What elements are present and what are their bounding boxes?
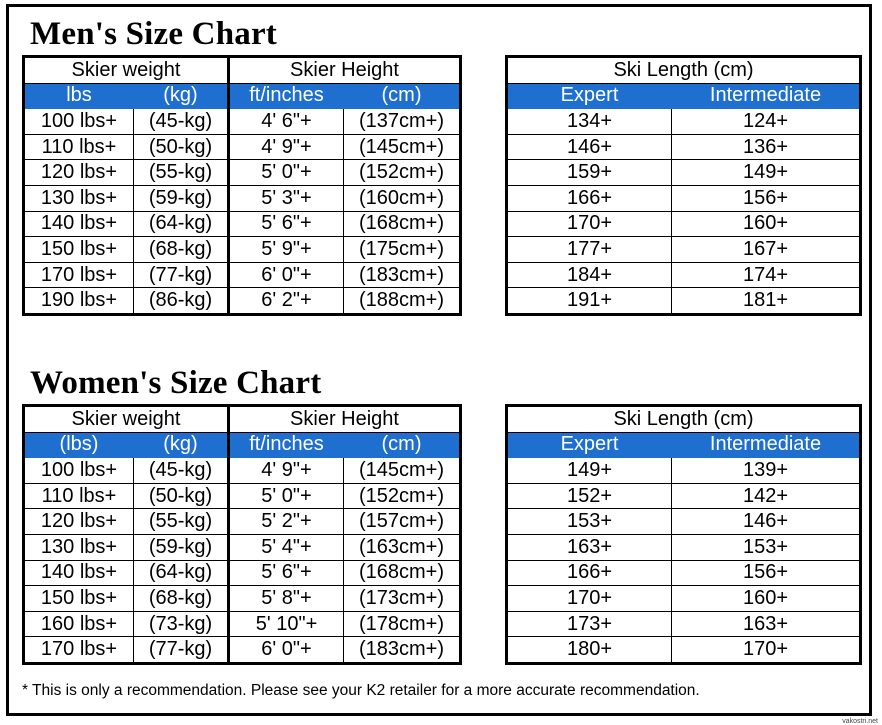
table-row: [24, 160, 461, 186]
table-row: [24, 288, 461, 315]
table-row: [24, 134, 461, 160]
height-ft-cell: 5' 0"+: [229, 483, 344, 509]
height-ft-cell: 5' 8"+: [229, 586, 344, 612]
weight-lbs-cell: 190 lbs+: [24, 288, 134, 315]
height-ft-cell: 4' 9"+: [229, 134, 344, 160]
table-row: [507, 211, 861, 237]
expert-cell: 180+: [507, 637, 672, 664]
mens-intermediate-header: Intermediate: [672, 83, 861, 109]
weight-lbs-cell: 170 lbs+: [24, 637, 134, 664]
intermediate-cell: 174+: [672, 262, 861, 288]
table-row: [507, 237, 861, 263]
table-row: [24, 262, 461, 288]
weight-kg-cell: (68-kg): [134, 586, 229, 612]
table-row: [24, 211, 461, 237]
womens-length-rows: [507, 458, 861, 664]
expert-cell: 152+: [507, 483, 672, 509]
mens-weight-header: Skier weight: [24, 57, 229, 84]
expert-cell: 159+: [507, 160, 672, 186]
weight-kg-cell: (86-kg): [134, 288, 229, 315]
expert-cell: 149+: [507, 458, 672, 484]
expert-cell: 170+: [507, 211, 672, 237]
height-ft-cell: 5' 3"+: [229, 185, 344, 211]
mens-title: Men's Size Chart: [30, 16, 277, 52]
table-row: [24, 509, 461, 535]
mens-body-table: [22, 55, 462, 316]
womens-body-rows: [24, 458, 461, 664]
height-ft-cell: 5' 4"+: [229, 534, 344, 560]
weight-lbs-cell: 110 lbs+: [24, 483, 134, 509]
weight-kg-cell: (73-kg): [134, 611, 229, 637]
watermark: vakostri.net: [842, 718, 878, 725]
weight-lbs-cell: 120 lbs+: [24, 509, 134, 535]
table-row: [507, 185, 861, 211]
mens-kg-header: (kg): [134, 83, 229, 109]
intermediate-cell: 139+: [672, 458, 861, 484]
mens-cm-header: (cm): [344, 83, 461, 109]
table-row: [24, 483, 461, 509]
height-cm-cell: (183cm+): [344, 637, 461, 664]
womens-intermediate-header: Intermediate: [672, 432, 861, 458]
weight-kg-cell: (50-kg): [134, 134, 229, 160]
weight-kg-cell: (45-kg): [134, 458, 229, 484]
mens-expert-header: Expert: [507, 83, 672, 109]
weight-kg-cell: (64-kg): [134, 211, 229, 237]
womens-expert-header: Expert: [507, 432, 672, 458]
womens-lbs-header: (lbs): [24, 432, 134, 458]
table-row: [507, 109, 861, 135]
womens-ski-length-header: Ski Length (cm): [507, 406, 861, 433]
height-cm-cell: (175cm+): [344, 237, 461, 263]
table-row: [507, 160, 861, 186]
table-row: [24, 458, 461, 484]
height-ft-cell: 6' 0"+: [229, 637, 344, 664]
mens-lbs-header: lbs: [24, 83, 134, 109]
height-ft-cell: 5' 9"+: [229, 237, 344, 263]
table-row: [507, 134, 861, 160]
intermediate-cell: 160+: [672, 586, 861, 612]
table-row: [24, 109, 461, 135]
height-cm-cell: (168cm+): [344, 560, 461, 586]
mens-ft-header: ft/inches: [229, 83, 344, 109]
intermediate-cell: 156+: [672, 560, 861, 586]
table-row: [24, 586, 461, 612]
table-row: [507, 637, 861, 664]
height-cm-cell: (178cm+): [344, 611, 461, 637]
expert-cell: 177+: [507, 237, 672, 263]
weight-lbs-cell: 100 lbs+: [24, 458, 134, 484]
expert-cell: 166+: [507, 185, 672, 211]
womens-ski-length-table: [505, 404, 862, 665]
intermediate-cell: 167+: [672, 237, 861, 263]
height-cm-cell: (168cm+): [344, 211, 461, 237]
weight-lbs-cell: 130 lbs+: [24, 185, 134, 211]
womens-height-header: Skier Height: [229, 406, 461, 433]
intermediate-cell: 146+: [672, 509, 861, 535]
weight-lbs-cell: 170 lbs+: [24, 262, 134, 288]
table-row: [24, 534, 461, 560]
weight-kg-cell: (68-kg): [134, 237, 229, 263]
table-row: [507, 586, 861, 612]
intermediate-cell: 170+: [672, 637, 861, 664]
expert-cell: 173+: [507, 611, 672, 637]
intermediate-cell: 153+: [672, 534, 861, 560]
weight-lbs-cell: 120 lbs+: [24, 160, 134, 186]
height-cm-cell: (173cm+): [344, 586, 461, 612]
height-ft-cell: 5' 10"+: [229, 611, 344, 637]
womens-cm-header: (cm): [344, 432, 461, 458]
weight-kg-cell: (59-kg): [134, 185, 229, 211]
expert-cell: 163+: [507, 534, 672, 560]
intermediate-cell: 181+: [672, 288, 861, 315]
table-row: [24, 611, 461, 637]
intermediate-cell: 142+: [672, 483, 861, 509]
table-row: [24, 637, 461, 664]
intermediate-cell: 136+: [672, 134, 861, 160]
height-ft-cell: 5' 6"+: [229, 560, 344, 586]
height-cm-cell: (157cm+): [344, 509, 461, 535]
mens-ski-length-header: Ski Length (cm): [507, 57, 861, 84]
table-row: [507, 483, 861, 509]
table-row: [507, 509, 861, 535]
womens-kg-header: (kg): [134, 432, 229, 458]
weight-kg-cell: (55-kg): [134, 509, 229, 535]
height-cm-cell: (152cm+): [344, 160, 461, 186]
table-row: [507, 288, 861, 315]
table-row: [507, 611, 861, 637]
expert-cell: 184+: [507, 262, 672, 288]
expert-cell: 191+: [507, 288, 672, 315]
height-ft-cell: 5' 6"+: [229, 211, 344, 237]
table-row: [507, 560, 861, 586]
mens-length-rows: [507, 109, 861, 315]
height-ft-cell: 4' 6"+: [229, 109, 344, 135]
table-row: [24, 185, 461, 211]
womens-weight-header: Skier weight: [24, 406, 229, 433]
weight-kg-cell: (45-kg): [134, 109, 229, 135]
weight-kg-cell: (59-kg): [134, 534, 229, 560]
expert-cell: 146+: [507, 134, 672, 160]
table-row: [507, 534, 861, 560]
weight-lbs-cell: 130 lbs+: [24, 534, 134, 560]
expert-cell: 166+: [507, 560, 672, 586]
height-ft-cell: 5' 0"+: [229, 160, 344, 186]
expert-cell: 170+: [507, 586, 672, 612]
expert-cell: 134+: [507, 109, 672, 135]
height-cm-cell: (145cm+): [344, 134, 461, 160]
expert-cell: 153+: [507, 509, 672, 535]
mens-ski-length-table: [505, 55, 862, 316]
intermediate-cell: 156+: [672, 185, 861, 211]
weight-lbs-cell: 140 lbs+: [24, 211, 134, 237]
table-row: [24, 237, 461, 263]
womens-title: Women's Size Chart: [30, 365, 322, 401]
weight-lbs-cell: 100 lbs+: [24, 109, 134, 135]
mens-body-rows: [24, 109, 461, 315]
height-cm-cell: (145cm+): [344, 458, 461, 484]
intermediate-cell: 160+: [672, 211, 861, 237]
table-row: [507, 458, 861, 484]
mens-height-header: Skier Height: [229, 57, 461, 84]
height-cm-cell: (160cm+): [344, 185, 461, 211]
weight-lbs-cell: 160 lbs+: [24, 611, 134, 637]
weight-lbs-cell: 110 lbs+: [24, 134, 134, 160]
intermediate-cell: 149+: [672, 160, 861, 186]
height-ft-cell: 6' 0"+: [229, 262, 344, 288]
womens-ft-header: ft/inches: [229, 432, 344, 458]
weight-kg-cell: (77-kg): [134, 637, 229, 664]
weight-lbs-cell: 150 lbs+: [24, 586, 134, 612]
height-ft-cell: 6' 2"+: [229, 288, 344, 315]
intermediate-cell: 163+: [672, 611, 861, 637]
height-cm-cell: (137cm+): [344, 109, 461, 135]
height-ft-cell: 4' 9"+: [229, 458, 344, 484]
weight-kg-cell: (55-kg): [134, 160, 229, 186]
height-cm-cell: (188cm+): [344, 288, 461, 315]
weight-kg-cell: (50-kg): [134, 483, 229, 509]
height-cm-cell: (163cm+): [344, 534, 461, 560]
womens-body-table: [22, 404, 462, 665]
weight-kg-cell: (77-kg): [134, 262, 229, 288]
weight-kg-cell: (64-kg): [134, 560, 229, 586]
intermediate-cell: 124+: [672, 109, 861, 135]
weight-lbs-cell: 150 lbs+: [24, 237, 134, 263]
height-cm-cell: (183cm+): [344, 262, 461, 288]
footnote: * This is only a recommendation. Please see your K2 retailer for a more accurate recommendation.: [22, 682, 700, 699]
weight-lbs-cell: 140 lbs+: [24, 560, 134, 586]
table-row: [24, 560, 461, 586]
table-row: [507, 262, 861, 288]
height-cm-cell: (152cm+): [344, 483, 461, 509]
height-ft-cell: 5' 2"+: [229, 509, 344, 535]
